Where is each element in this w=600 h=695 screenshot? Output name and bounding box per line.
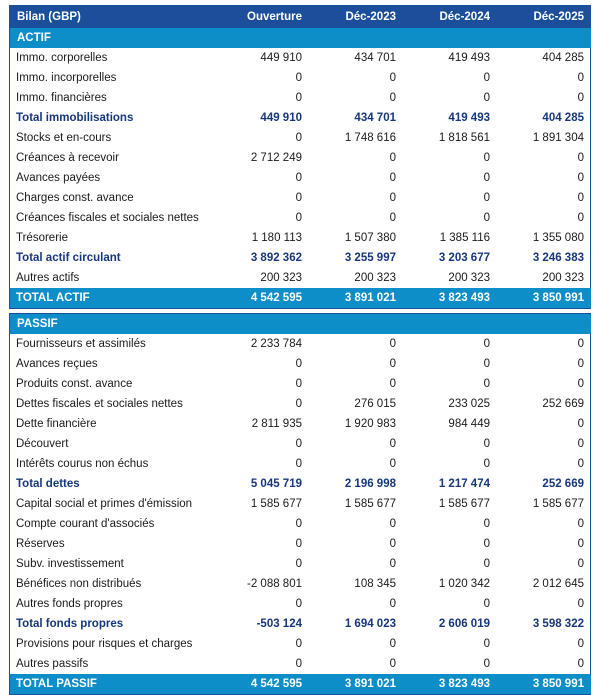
- row-value-0: 449 910: [260, 52, 302, 64]
- row-value-0: 2 712 249: [250, 152, 302, 164]
- row-value-3: 3 246 383: [532, 252, 584, 264]
- table-row: [10, 88, 591, 108]
- row-value-3: 0: [577, 638, 584, 650]
- row-value-0: -2 088 801: [247, 578, 302, 590]
- row-label: Immo. incorporelles: [16, 72, 117, 84]
- row-value-2: 0: [483, 92, 490, 104]
- row-value-1: 200 323: [354, 272, 396, 284]
- grand-total-row: [10, 674, 591, 694]
- row-value-0: 3 892 362: [250, 252, 302, 264]
- passif-block: [9, 313, 591, 695]
- row-label: Autres actifs: [16, 272, 80, 284]
- row-value-1: 0: [389, 598, 396, 610]
- row-value-2: 0: [483, 72, 490, 84]
- row-value-2: 1 217 474: [438, 478, 490, 490]
- row-value-2: 1 585 677: [438, 498, 490, 510]
- row-value-1: 0: [389, 438, 396, 450]
- actif-table: [10, 6, 591, 308]
- row-value-1: 0: [389, 558, 396, 570]
- row-label: Charges const. avance: [16, 192, 134, 204]
- table-row: [10, 68, 591, 88]
- row-label: Avances payées: [16, 172, 101, 184]
- table-row: [10, 554, 591, 574]
- row-value-0: 0: [295, 358, 302, 370]
- section-band-spacer-0: [215, 28, 309, 48]
- table-row: [10, 394, 591, 414]
- row-value-2: 0: [483, 212, 490, 224]
- table-row: [10, 128, 591, 148]
- row-value-0: 0: [295, 438, 302, 450]
- row-value-0: 0: [295, 132, 302, 144]
- row-value-1: 108 345: [354, 578, 396, 590]
- table-row: [10, 268, 591, 288]
- table-row: [10, 514, 591, 534]
- section-band-passif: [10, 314, 591, 334]
- row-label: Dettes fiscales et sociales nettes: [16, 398, 183, 410]
- row-value-2: 0: [483, 338, 490, 350]
- table-row: [10, 494, 591, 514]
- row-value-0: 0: [295, 638, 302, 650]
- row-value-1: 3 891 021: [344, 678, 396, 690]
- row-value-2: 0: [483, 518, 490, 530]
- section-band-spacer-0: [215, 314, 309, 334]
- row-label: Total dettes: [16, 478, 80, 490]
- row-label: Stocks et en-cours: [16, 132, 112, 144]
- row-value-3: 0: [577, 598, 584, 610]
- table-row: [10, 634, 591, 654]
- row-value-2: 233 025: [448, 398, 490, 410]
- row-value-2: 0: [483, 152, 490, 164]
- row-value-0: 0: [295, 72, 302, 84]
- row-label: Immo. financières: [16, 92, 107, 104]
- row-value-1: 0: [389, 658, 396, 670]
- row-value-3: 404 285: [542, 52, 584, 64]
- row-label: Découvert: [16, 438, 69, 450]
- row-label: Compte courant d'associés: [16, 518, 155, 530]
- row-value-0: 0: [295, 458, 302, 470]
- column-header-period-1: Déc-2023: [345, 11, 396, 23]
- column-header-row: [10, 6, 591, 28]
- row-value-3: 404 285: [542, 112, 584, 124]
- row-label: TOTAL ACTIF: [16, 292, 90, 304]
- row-value-2: 984 449: [448, 418, 490, 430]
- row-value-0: 2 233 784: [250, 338, 302, 350]
- row-value-3: 0: [577, 172, 584, 184]
- column-header-period-3: Déc-2025: [533, 11, 584, 23]
- row-value-3: 0: [577, 418, 584, 430]
- row-value-0: 1 180 113: [251, 232, 302, 244]
- row-value-0: 0: [295, 92, 302, 104]
- row-value-0: 0: [295, 658, 302, 670]
- column-header-period-0: Ouverture: [247, 11, 302, 23]
- row-value-2: 3 203 677: [438, 252, 490, 264]
- row-value-3: 0: [577, 338, 584, 350]
- row-value-2: 200 323: [448, 272, 490, 284]
- row-value-2: 419 493: [448, 112, 490, 124]
- row-value-3: 0: [577, 438, 584, 450]
- row-value-1: 1 920 983: [344, 418, 396, 430]
- table-row: [10, 454, 591, 474]
- row-value-3: 1 355 080: [532, 232, 584, 244]
- row-value-1: 0: [389, 538, 396, 550]
- table-row: [10, 354, 591, 374]
- section-band-spacer-3: [497, 314, 591, 334]
- row-value-1: 3 255 997: [344, 252, 396, 264]
- row-label: Bénéfices non distribués: [16, 578, 142, 590]
- row-value-0: 0: [295, 398, 302, 410]
- row-label: Avances reçues: [16, 358, 98, 370]
- column-header-label: Bilan (GBP): [17, 11, 81, 23]
- section-band-spacer-2: [403, 28, 497, 48]
- row-label: Dette financière: [16, 418, 97, 430]
- section-band-label-actif: ACTIF: [17, 32, 51, 44]
- subtotal-row: [10, 108, 591, 128]
- row-value-2: 0: [483, 538, 490, 550]
- row-value-2: 0: [483, 358, 490, 370]
- table-row: [10, 188, 591, 208]
- passif-body: [10, 314, 591, 694]
- row-value-0: 0: [295, 598, 302, 610]
- row-value-0: 0: [295, 172, 302, 184]
- subtotal-row: [10, 248, 591, 268]
- table-row: [10, 374, 591, 394]
- row-value-0: 4 542 595: [250, 678, 302, 690]
- row-value-3: 252 669: [542, 398, 584, 410]
- row-value-1: 276 015: [354, 398, 396, 410]
- row-value-0: 4 542 595: [250, 292, 302, 304]
- row-value-1: 1 748 616: [344, 132, 396, 144]
- row-value-1: 0: [389, 192, 396, 204]
- row-value-2: 0: [483, 638, 490, 650]
- row-value-3: 2 012 645: [532, 578, 584, 590]
- row-label: Total actif circulant: [16, 252, 121, 264]
- row-value-3: 0: [577, 558, 584, 570]
- row-value-3: 200 323: [542, 272, 584, 284]
- row-label: TOTAL PASSIF: [16, 678, 97, 690]
- table-row: [10, 534, 591, 554]
- row-value-0: 0: [295, 192, 302, 204]
- row-value-1: 0: [389, 518, 396, 530]
- table-row: [10, 574, 591, 594]
- row-value-1: 0: [389, 638, 396, 650]
- row-value-2: 1 020 342: [438, 578, 490, 590]
- row-label: Produits const. avance: [16, 378, 133, 390]
- row-value-1: 0: [389, 338, 396, 350]
- row-value-3: 0: [577, 212, 584, 224]
- actif-block: [9, 5, 591, 309]
- row-value-3: 0: [577, 72, 584, 84]
- row-label: Capital social et primes d'émission: [16, 498, 193, 510]
- row-label: Provisions pour risques et charges: [16, 638, 193, 650]
- row-value-1: 0: [389, 458, 396, 470]
- row-label: Subv. investissement: [16, 558, 124, 570]
- row-value-2: 0: [483, 558, 490, 570]
- row-label: Créances fiscales et sociales nettes: [16, 212, 199, 224]
- row-value-1: 0: [389, 72, 396, 84]
- row-value-2: 0: [483, 458, 490, 470]
- row-value-3: 252 669: [542, 478, 584, 490]
- row-value-3: 1 891 304: [532, 132, 584, 144]
- row-label: Réserves: [16, 538, 65, 550]
- section-band-spacer-3: [497, 28, 591, 48]
- row-value-2: 419 493: [448, 52, 490, 64]
- row-value-3: 0: [577, 538, 584, 550]
- row-label: Trésorerie: [16, 232, 68, 244]
- row-value-0: 0: [295, 212, 302, 224]
- row-value-3: 0: [577, 152, 584, 164]
- row-label: Intérêts courus non échus: [16, 458, 149, 470]
- row-value-0: 2 811 935: [251, 418, 302, 430]
- row-value-3: 0: [577, 192, 584, 204]
- row-value-3: 0: [577, 92, 584, 104]
- row-value-2: 0: [483, 172, 490, 184]
- row-label: Autres fonds propres: [16, 598, 123, 610]
- row-value-3: 1 585 677: [532, 498, 584, 510]
- row-value-0: -503 124: [256, 618, 302, 630]
- section-band-actif: [10, 28, 591, 48]
- row-value-2: 3 823 493: [438, 292, 490, 304]
- row-value-1: 1 694 023: [344, 618, 396, 630]
- section-band-spacer-1: [309, 28, 403, 48]
- passif-table: [10, 314, 591, 694]
- grand-total-row: [10, 288, 591, 308]
- row-value-1: 1 585 677: [344, 498, 396, 510]
- row-value-3: 0: [577, 658, 584, 670]
- row-value-2: 0: [483, 378, 490, 390]
- table-row: [10, 594, 591, 614]
- row-value-0: 0: [295, 538, 302, 550]
- row-value-3: 3 598 322: [532, 618, 584, 630]
- row-label: Total immobilisations: [16, 112, 134, 124]
- row-value-2: 0: [483, 598, 490, 610]
- row-value-1: 0: [389, 172, 396, 184]
- row-value-3: 0: [577, 518, 584, 530]
- row-value-0: 1 585 677: [250, 498, 302, 510]
- section-band-spacer-1: [309, 314, 403, 334]
- row-label: Autres passifs: [16, 658, 89, 670]
- row-value-3: 0: [577, 358, 584, 370]
- row-value-1: 0: [389, 358, 396, 370]
- row-label: Immo. corporelles: [16, 52, 108, 64]
- row-value-0: 0: [295, 558, 302, 570]
- table-row: [10, 334, 591, 354]
- row-value-3: 0: [577, 378, 584, 390]
- row-value-1: 0: [389, 212, 396, 224]
- subtotal-row: [10, 614, 591, 634]
- row-label: Total fonds propres: [16, 618, 124, 630]
- table-row: [10, 168, 591, 188]
- row-value-2: 1 818 561: [438, 132, 490, 144]
- row-value-2: 0: [483, 192, 490, 204]
- row-value-3: 3 850 991: [532, 292, 584, 304]
- table-row: [10, 208, 591, 228]
- row-value-1: 0: [389, 378, 396, 390]
- row-value-2: 3 823 493: [438, 678, 490, 690]
- row-value-1: 0: [389, 92, 396, 104]
- row-value-3: 0: [577, 458, 584, 470]
- table-row: [10, 654, 591, 674]
- table-row: [10, 434, 591, 454]
- actif-body: [10, 6, 591, 308]
- row-value-1: 434 701: [354, 52, 396, 64]
- row-value-1: 1 507 380: [344, 232, 396, 244]
- table-row: [10, 228, 591, 248]
- table-row: [10, 48, 591, 68]
- column-header-period-2: Déc-2024: [439, 11, 490, 23]
- row-value-0: 5 045 719: [250, 478, 302, 490]
- row-value-0: 0: [295, 378, 302, 390]
- row-value-2: 2 606 019: [438, 618, 490, 630]
- row-value-0: 449 910: [260, 112, 302, 124]
- row-value-1: 3 891 021: [344, 292, 396, 304]
- row-label: Créances à recevoir: [16, 152, 119, 164]
- section-band-spacer-2: [403, 314, 497, 334]
- row-value-1: 434 701: [354, 112, 396, 124]
- row-value-1: 2 196 998: [344, 478, 396, 490]
- row-value-3: 3 850 991: [532, 678, 584, 690]
- row-value-1: 0: [389, 152, 396, 164]
- row-label: Fournisseurs et assimilés: [16, 338, 146, 350]
- row-value-0: 0: [295, 518, 302, 530]
- table-row: [10, 414, 591, 434]
- row-value-0: 200 323: [260, 272, 302, 284]
- table-row: [10, 148, 591, 168]
- row-value-2: 0: [483, 658, 490, 670]
- subtotal-row: [10, 474, 591, 494]
- row-value-2: 0: [483, 438, 490, 450]
- section-band-label-passif: PASSIF: [17, 318, 58, 330]
- row-value-2: 1 385 116: [439, 232, 490, 244]
